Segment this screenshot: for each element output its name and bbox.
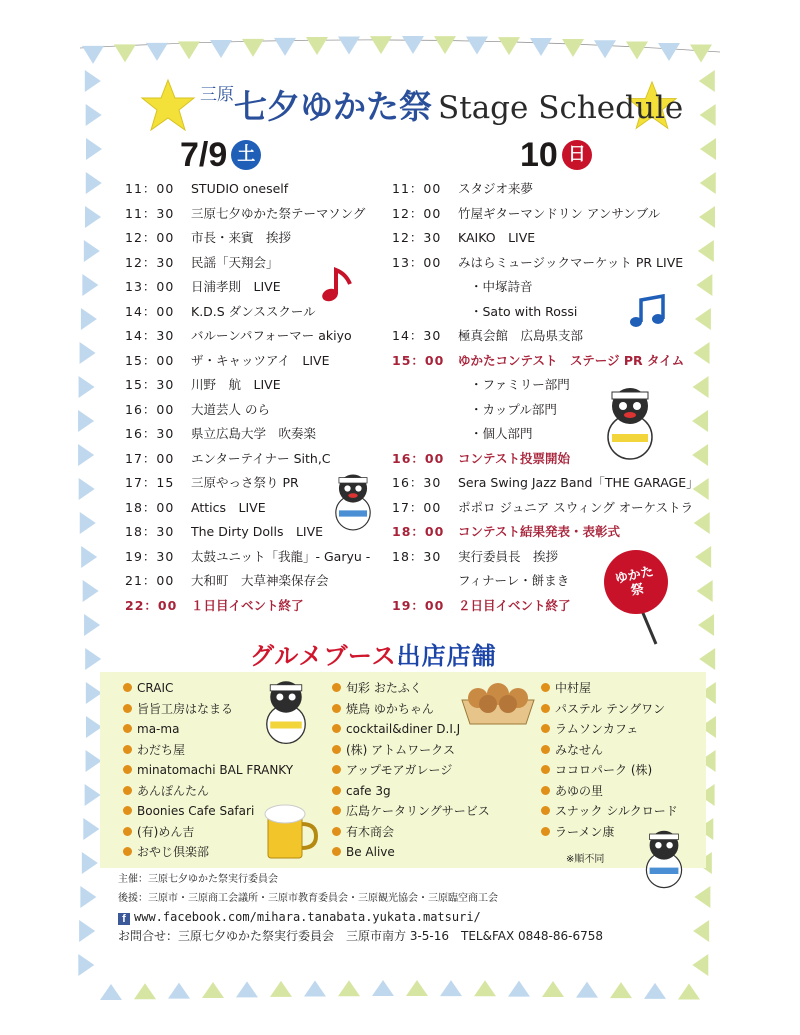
shop-list-item: [332, 760, 490, 781]
day2-row: [392, 520, 722, 545]
shop-name: ma-ma: [137, 722, 180, 736]
pennant-flag: [644, 983, 666, 999]
schedule-event: ゆかたコンテスト ステージ PR タイム: [458, 352, 685, 368]
schedule-time: 22：00: [125, 597, 178, 613]
gourmet-title: [250, 636, 497, 671]
schedule-event: 大道芸人 のら: [191, 401, 270, 417]
schedule-time: 12：00: [125, 230, 175, 245]
shop-name: みなせん: [555, 742, 604, 757]
title-main: 七夕ゆかた祭: [234, 87, 432, 126]
pennant-flag: [84, 614, 100, 636]
pennant-flag: [85, 206, 101, 228]
pennant-flag: [434, 36, 456, 54]
schedule-time: 19：00: [392, 597, 445, 613]
pennant-flag: [78, 410, 94, 432]
shop-name: 中村屋: [555, 681, 592, 695]
shop-name: あんぽんたん: [137, 783, 210, 798]
pennant-flag: [372, 980, 394, 996]
shop-list-item: [332, 801, 490, 822]
schedule-event: 民謡「天翔会」: [191, 254, 279, 270]
day2-row: [392, 324, 722, 349]
schedule-time: 15：30: [125, 377, 175, 392]
music-notes-icon: [628, 294, 668, 330]
schedule-event: コンテスト投票開始: [458, 450, 571, 466]
bullet-dot-icon: [541, 704, 550, 713]
pennant-flag: [85, 70, 101, 92]
day1-row: [125, 373, 395, 398]
schedule-event: ・Sato with Rossi: [470, 303, 578, 319]
bullet-dot-icon: [332, 827, 341, 836]
pennant-flag: [658, 43, 680, 61]
day1-row: [125, 422, 395, 447]
day1-row: [125, 349, 395, 374]
shop-name: cafe 3g: [346, 783, 391, 798]
pennant-flag: [80, 342, 96, 364]
schedule-event: 太鼓ユニット「我龍」- Garyu -: [191, 548, 371, 564]
pennant-flag: [699, 70, 715, 92]
day2-header: [520, 136, 592, 175]
shop-name: ラーメン康: [555, 824, 615, 839]
pennant-flag: [402, 36, 424, 54]
pennant-flag: [370, 36, 392, 54]
pennant-flag: [274, 38, 296, 56]
bullet-dot-icon: [123, 847, 132, 856]
day2-row: [392, 177, 722, 202]
day2-row: [392, 202, 722, 227]
pennant-flag: [242, 39, 264, 57]
pennant-flag: [236, 981, 258, 997]
uchiwa-fan-illustration: [600, 548, 680, 648]
sponsors-text: 後援：三原市・三原商工会議所・三原市教育委員会・三原観光協会・三原臨空商工会: [118, 893, 498, 904]
bullet-dot-icon: [332, 745, 341, 754]
schedule-time: 11：00: [392, 181, 442, 196]
shop-name: minatomachi BAL FRANKY: [137, 763, 294, 777]
bullet-dot-icon: [541, 724, 550, 733]
pennant-flag: [83, 818, 99, 840]
schedule-event: １日目イベント終了: [191, 597, 304, 613]
bullet-dot-icon: [123, 683, 132, 692]
day2-row: [392, 471, 722, 496]
shop-list-item: [332, 781, 490, 802]
day2-row: [392, 300, 722, 325]
shop-list-item: [332, 842, 490, 863]
schedule-time: 17：00: [392, 499, 442, 515]
pennant-flag: [114, 44, 136, 62]
schedule-event: スタジオ来夢: [458, 181, 534, 196]
pennant-flag: [610, 982, 632, 998]
pennant-flag: [168, 983, 190, 999]
schedule-event: ・ファミリー部門: [470, 377, 570, 392]
pennant-flag: [82, 274, 98, 296]
schedule-event: ２日目イベント終了: [458, 597, 571, 613]
shop-name: ココロパーク (株): [555, 763, 653, 777]
day2-row: [392, 226, 722, 251]
title-prefix: 三原: [200, 85, 234, 105]
pennant-flag: [210, 40, 232, 58]
bullet-dot-icon: [541, 806, 550, 815]
pennant-flag: [700, 104, 716, 126]
pennant-flag: [626, 42, 648, 60]
schedule-event: コンテスト結果発表・表彰式: [458, 524, 621, 539]
day1-row: [125, 226, 395, 251]
schedule-time: 18：00: [392, 524, 445, 539]
footer: [118, 870, 603, 946]
shop-list-item: [541, 801, 678, 822]
shop-name: CRAIC: [137, 681, 174, 695]
day1-row: [125, 545, 395, 570]
schedule-event: 市長・来賓 挨拶: [191, 230, 292, 245]
schedule-event: 竹屋ギターマンドリン アンサンブル: [458, 205, 661, 221]
shop-list-item: [332, 740, 490, 761]
pennant-flag: [466, 37, 488, 55]
shop-list-item: [541, 719, 678, 740]
schedule-event: バルーンパフォーマー akiyo: [191, 328, 352, 343]
schedule-event: ・個人部門: [470, 426, 533, 441]
pennant-flag: [692, 954, 708, 976]
bullet-dot-icon: [332, 724, 341, 733]
pennant-flag: [594, 40, 616, 58]
day2-row: [392, 496, 722, 521]
pennant-flag: [498, 37, 520, 55]
schedule-time: 12：00: [392, 205, 442, 221]
shop-list-item: [541, 740, 678, 761]
schedule-event: 極真会館 広島県支部: [458, 328, 584, 343]
bullet-dot-icon: [123, 827, 132, 836]
day1-row: [125, 300, 395, 325]
shop-name: あゆの里: [555, 783, 604, 798]
contact-text: お問合せ：三原七夕ゆかた祭実行委員会 三原市南方 3-5-16 TEL&FAX 0848-86-6758: [118, 929, 604, 943]
facebook-icon: f: [118, 913, 130, 925]
star-icon: [140, 78, 196, 134]
organizer-text: 主催：三原七夕ゆかた祭実行委員会: [118, 874, 278, 885]
shop-name: 焼鳥 ゆかちゃん: [346, 701, 434, 716]
pennant-flag: [86, 104, 102, 126]
schedule-time: 18：30: [392, 548, 442, 564]
mascot-illustration: [636, 826, 692, 890]
day1-row: [125, 398, 395, 423]
shop-name: 広島ケータリングサービス: [346, 804, 490, 818]
shop-name: アップモアガレージ: [346, 763, 453, 777]
pennant-flag: [79, 376, 95, 398]
day1-row: [125, 275, 395, 300]
gourmet-title-part1: グルメブース: [250, 642, 397, 670]
pennant-flag: [508, 981, 530, 997]
pennant-flag: [270, 981, 292, 997]
schedule-event: Sera Swing Jazz Band「THE GARAGE」: [458, 475, 699, 490]
day1-row: [125, 177, 395, 202]
schedule-event: 実行委員長 挨拶: [458, 548, 559, 564]
schedule-event: 県立広島大学 吹奏楽: [191, 426, 317, 441]
schedule-event: 大和町 大草神楽保存会: [191, 573, 329, 588]
schedule-event: エンターテイナー Sith,C: [191, 450, 331, 466]
pennant-flag: [78, 954, 94, 976]
shop-list-item: [541, 678, 678, 699]
pennant-flag: [542, 981, 564, 997]
schedule-time: 16：00: [125, 401, 175, 417]
schedule-time: 13：00: [392, 254, 442, 270]
schedule-time: 16：30: [125, 426, 175, 441]
schedule-event: 三原七夕ゆかた祭テーマソング: [191, 205, 366, 221]
bullet-dot-icon: [123, 765, 132, 774]
bullet-dot-icon: [332, 847, 341, 856]
pennant-flag: [338, 980, 360, 996]
day2-row: [392, 275, 722, 300]
schedule-event: The Dirty Dolls LIVE: [191, 524, 324, 539]
schedule-time: 19：30: [125, 548, 175, 564]
shop-list-item: [123, 781, 293, 802]
day2-row: [392, 447, 722, 472]
music-note-icon: [320, 266, 354, 304]
schedule-event: STUDIO oneself: [191, 181, 289, 196]
pennant-flag: [440, 980, 462, 996]
bullet-dot-icon: [332, 704, 341, 713]
schedule-time: 18：00: [125, 499, 175, 515]
bullet-dot-icon: [541, 745, 550, 754]
schedule-time: 13：00: [125, 279, 175, 294]
shop-name: 旨旨工房はなまる: [137, 701, 234, 716]
day1-header: [180, 136, 261, 175]
schedule-time: 16：00: [392, 450, 445, 466]
schedule-time: 11：30: [125, 205, 175, 221]
bullet-dot-icon: [541, 786, 550, 795]
pennant-flag: [81, 546, 97, 568]
pennant-flag: [474, 980, 496, 996]
pennant-flag: [79, 478, 95, 500]
pennant-flag: [406, 980, 428, 996]
schedule-event: ポポロ ジュニア スウィング オーケストラ: [458, 499, 694, 515]
bullet-dot-icon: [123, 806, 132, 815]
pennant-flag: [100, 984, 122, 1000]
schedule-time: 15：00: [392, 352, 445, 368]
bullet-dot-icon: [541, 683, 550, 692]
shop-list-item: [541, 760, 678, 781]
bullet-dot-icon: [541, 827, 550, 836]
pennant-flag: [81, 308, 97, 330]
schedule-time: 21：00: [125, 573, 175, 588]
day2-date: 10: [520, 136, 558, 174]
pennant-flag: [85, 784, 101, 806]
gourmet-title-part2: 出店店舗: [396, 642, 497, 670]
pennant-flag: [134, 983, 156, 999]
schedule-time: 11：00: [125, 181, 175, 196]
shop-name: 有木商会: [346, 824, 395, 839]
bullet-dot-icon: [332, 786, 341, 795]
schedule-event: みはらミュージックマーケット PR LIVE: [458, 254, 684, 270]
schedule-event: フィナーレ・餅まき: [458, 573, 570, 588]
title-english: Stage Schedule: [438, 90, 684, 126]
pennant-flag: [86, 138, 102, 160]
pennant-flag: [562, 39, 584, 57]
mascot-illustration: [258, 676, 314, 746]
schedule-time: 16：30: [392, 475, 442, 490]
pennant-flag: [146, 43, 168, 61]
schedule-event: ・中塚詩音: [470, 279, 533, 294]
pennant-flag: [202, 982, 224, 998]
schedule-time: 14：30: [125, 328, 175, 343]
pennant-flag: [85, 648, 101, 670]
shop-name: パステル テングワン: [555, 701, 666, 716]
mascot-illustration: [598, 382, 662, 462]
pennant-flag: [694, 886, 710, 908]
pennant-flag: [700, 138, 716, 160]
pennant-flag: [79, 920, 95, 942]
day2-row: [392, 373, 722, 398]
pennant-flag: [178, 41, 200, 59]
pennant-flag: [306, 37, 328, 55]
pennant-flag: [80, 512, 96, 534]
schedule-time: 14：00: [125, 303, 175, 319]
beer-mug-illustration: [262, 800, 318, 862]
pennant-flag: [80, 886, 96, 908]
schedule-event: 川野 航 LIVE: [191, 377, 281, 392]
shop-name: スナック シルクロード: [555, 804, 678, 818]
schedule-event: KAIKO LIVE: [458, 230, 536, 245]
shop-name: (株) アトムワークス: [346, 742, 456, 757]
day1-date: 7/9: [180, 136, 228, 174]
day1-row: [125, 594, 395, 619]
schedule-time: 18：30: [125, 524, 175, 539]
day1-row: [125, 569, 395, 594]
bullet-dot-icon: [541, 765, 550, 774]
day2-weekday-badge: 日: [562, 140, 592, 170]
pennant-flag: [82, 852, 98, 874]
pennant-flag: [530, 38, 552, 56]
takoyaki-illustration: [458, 678, 538, 728]
order-note: ※順不同: [566, 854, 605, 865]
pennant-flag: [82, 46, 104, 64]
schedule-event: K.D.S ダンススクール: [191, 303, 316, 319]
day1-row: [125, 202, 395, 227]
shop-name: ラムソンカフェ: [555, 722, 639, 736]
bullet-dot-icon: [332, 683, 341, 692]
day1-weekday-badge: 土: [231, 140, 261, 170]
bullet-dot-icon: [332, 765, 341, 774]
mascot-illustration: [328, 466, 378, 536]
day2-row: [392, 398, 722, 423]
schedule-event: ・カップル部門: [470, 401, 557, 417]
schedule-time: 14：30: [392, 328, 442, 343]
facebook-url[interactable]: www.facebook.com/mihara.tanabata.yukata.matsuri/: [134, 910, 481, 924]
pennant-flag: [678, 984, 700, 1000]
schedule-time: 12：30: [392, 230, 442, 245]
shop-name: Boonies Cafe Safari: [137, 804, 255, 818]
pennant-flag: [338, 36, 360, 54]
shop-list-col3: [541, 678, 678, 842]
shop-list-item: [123, 760, 293, 781]
shop-name: cocktail&diner D.I.J: [346, 722, 461, 736]
day1-row: [125, 324, 395, 349]
shop-name: (有)めん吉: [137, 824, 195, 839]
shop-name: Be Alive: [346, 845, 395, 859]
bullet-dot-icon: [123, 745, 132, 754]
day2-row: [392, 349, 722, 374]
day1-schedule: [125, 177, 395, 618]
pennant-flag: [78, 444, 94, 466]
schedule-time: 12：30: [125, 254, 175, 270]
schedule-time: 17：00: [125, 450, 175, 466]
page-title: [200, 80, 683, 130]
fan-label: ゆかた祭: [613, 564, 656, 600]
shop-list-item: [541, 699, 678, 720]
shop-name: わだち屋: [137, 742, 186, 757]
facebook-line: [118, 908, 603, 927]
shop-name: 旬彩 おたふく: [346, 681, 422, 695]
schedule-event: 三原やっさ祭り PR: [191, 475, 299, 490]
pennant-flag: [576, 982, 598, 998]
bullet-dot-icon: [123, 724, 132, 733]
pennant-flag: [693, 920, 709, 942]
pennant-flag: [304, 980, 326, 996]
pennant-flag: [83, 580, 99, 602]
schedule-event: ザ・キャッツアイ LIVE: [191, 352, 330, 368]
shop-name: おやじ倶楽部: [137, 845, 210, 859]
day2-row: [392, 422, 722, 447]
bullet-dot-icon: [332, 806, 341, 815]
shop-list-item: [541, 781, 678, 802]
schedule-event: Attics LIVE: [191, 499, 266, 515]
schedule-event: 日浦孝則 LIVE: [191, 279, 281, 294]
bullet-dot-icon: [123, 786, 132, 795]
pennant-flag: [690, 45, 712, 63]
shop-list-item: [332, 822, 490, 843]
schedule-time: 17：15: [125, 475, 175, 490]
bullet-dot-icon: [123, 704, 132, 713]
pennant-flag: [84, 240, 100, 262]
day2-row: [392, 251, 722, 276]
day1-row: [125, 251, 395, 276]
pennant-flag: [86, 172, 102, 194]
schedule-time: 15：00: [125, 352, 175, 368]
pennant-flag: [699, 648, 715, 670]
